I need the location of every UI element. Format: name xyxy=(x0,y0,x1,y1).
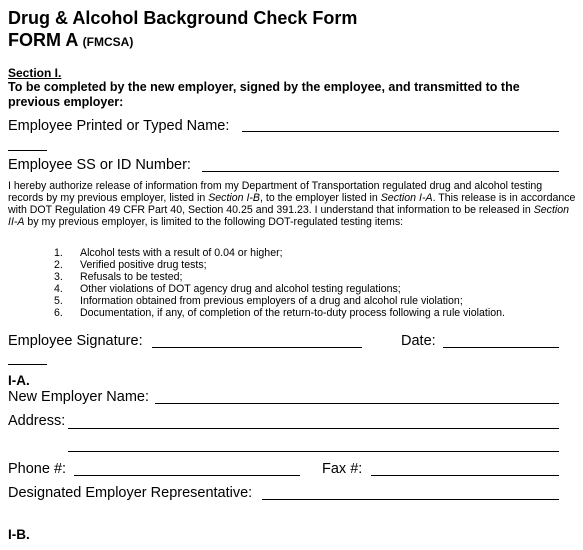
form-subtitle xyxy=(8,30,133,51)
date-label: Date: xyxy=(401,333,436,349)
employee-ss-label: Employee SS or ID Number: xyxy=(8,157,191,173)
testing-items-list xyxy=(54,247,505,319)
phone-field[interactable] xyxy=(74,475,300,476)
fax-label: Fax #: xyxy=(322,461,363,477)
section-1a-heading: I-A. xyxy=(8,373,30,388)
form-code: FORM A xyxy=(8,30,78,50)
address-field-line-1[interactable] xyxy=(68,428,559,429)
employee-name-field[interactable] xyxy=(242,131,559,132)
section-1b-heading: I-B. xyxy=(8,527,30,542)
list-item: 3. Refusals to be tested; xyxy=(54,271,183,283)
list-item: 4. Other violations of DOT agency drug and alcohol testing regulations; xyxy=(54,283,401,295)
list-item: 2. Verified positive drug tests; xyxy=(54,259,207,271)
designated-rep-field[interactable] xyxy=(262,499,559,500)
list-item: 1. Alcohol tests with a result of 0.04 or higher; xyxy=(54,247,283,259)
employee-ss-field[interactable] xyxy=(202,171,559,172)
new-employer-name-label: New Employer Name: xyxy=(8,389,150,405)
employee-name-field-continued[interactable] xyxy=(8,150,47,151)
address-label: Address: xyxy=(8,413,66,429)
employee-signature-label: Employee Signature: xyxy=(8,333,143,349)
fax-field[interactable] xyxy=(371,475,559,476)
address-field-line-2[interactable] xyxy=(68,451,559,452)
authorization-text: I hereby authorize release of information from my Department of Transportation regulated drug and alcohol testing records by my previous employer, listed in Section I-B, to the employer listed in Section I-A. This release is in accordance with DOT Regulation 49 CFR Part 40, Section 40.25 and 391.23. I understand that information to be released in Section II-A by my previous employer, is limited to the following DOT-regulated testing items: xyxy=(8,180,576,228)
employee-name-label: Employee Printed or Typed Name: xyxy=(8,118,230,134)
list-item: 6. Documentation, if any, of completion of the return-to-duty process following a rule violation. xyxy=(54,307,505,319)
phone-label: Phone #: xyxy=(8,461,67,477)
signature-field-continued[interactable] xyxy=(8,364,47,365)
section-1-label: Section I. xyxy=(8,66,62,80)
date-field[interactable] xyxy=(443,347,559,348)
form-title: Drug & Alcohol Background Check Form xyxy=(8,8,358,28)
list-item: 5. Information obtained from previous employers of a drug and alcohol rule violation; xyxy=(54,295,463,307)
section-1-instructions: To be completed by the new employer, signed by the employee, and transmitted to the previous employer: xyxy=(8,80,520,109)
employee-signature-field[interactable] xyxy=(152,347,362,348)
designated-rep-label: Designated Employer Representative: xyxy=(8,485,253,501)
form-agency: (FMCSA) xyxy=(82,35,134,49)
new-employer-name-field[interactable] xyxy=(155,403,559,404)
